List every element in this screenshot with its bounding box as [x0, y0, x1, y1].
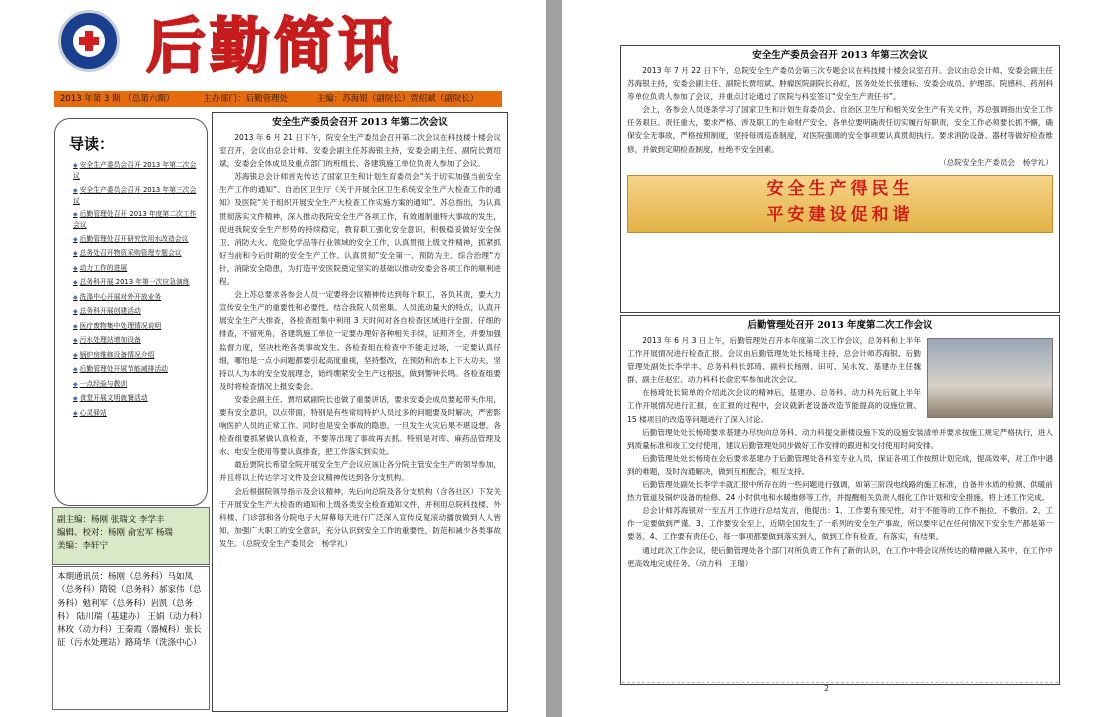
guide-item[interactable]: ◆ 污水处理站增加设备	[73, 335, 199, 346]
meeting-photo	[927, 338, 1053, 418]
guide-item[interactable]: ◆ 动力工作的进展	[73, 263, 199, 274]
article-paragraph: 通过此次工作会议，使后勤管理处各个部门对所负责工作有了新的认识，在工作中将会议所传达的精神融入其中，在工作中更高效地完成任务。（动力科 王瑞）	[627, 545, 1053, 568]
article-paragraph: 在杨琦处长简单的介绍此次会议的精神后，基建办、总务科、动力科先后就上半年工作开展情况进行汇报，在汇报的过程中，会议就新老设备改造节能提高的设施位置、15 楼项目的改造等问题进行了深入讨论。	[627, 388, 921, 424]
article-title: 后勤管理处召开 2013 年度第二次工作会议	[747, 320, 933, 331]
masthead	[58, 10, 528, 92]
proofreaders: 编辑、校对：杨刚 俞宏军 杨瑞	[57, 528, 173, 538]
banner-line-2: 平安建设促和谐	[766, 204, 914, 225]
safety-banner	[627, 175, 1053, 233]
art-editor: 美编：李轩宁	[57, 541, 109, 551]
footer-divider	[622, 682, 1058, 683]
deputy-editors: 副主编：杨刚 张瑞文 李学丰	[57, 515, 165, 525]
article-paragraph: 2013 年 7 月 22 日下午，总院安全生产委员会第三次专题会议在科技楼十楼会议室召开。会议由总会计师、安委会副主任苏海银主持，安委会副主任、副院长贾绍斌、肿瘤医院副院长孙虹，医务处处长张建标、安委会成员、护理部、院感科、药剂科等单位负责人参加了会议，并重点讨论通过了医院与科室签订“安全生产责任书”。	[627, 66, 1053, 102]
guide-item[interactable]: ◆ 心灵驿站	[73, 408, 199, 419]
guide-item[interactable]: ◆ 锅炉房维修设备情况介绍	[73, 350, 199, 361]
article-paragraph: 会上，各参会人员逐条学习了国家卫生和计划生育委员会、自治区卫生厅和相关安全生产有关文件，苏总强调指出安全工作任务艰巨、责任重大，要求严格、涉及职工的生命财产安全，各单位要明确责任切实履行好职责，安全工作必须要长抓不懈，确保安全无事故，严格按照制度，坚持每周巡查制度，对医院强调的安全事项要认真贯彻执行。要求消防设备、器材等做好检查维修，并做到定期检查制度，杜绝不安全因素。	[627, 105, 1053, 154]
article-paragraph: 最后贾院长希望全院开展安全生产会议应该让各分院主管安全生产的领导参加，并且将以上传达学习文件及会议精神传达到各分支机构。	[219, 460, 501, 483]
article-safety-meeting-3	[620, 45, 1060, 313]
article-paragraph: 后勤管理处处长杨琦要求基建办尽快向总务科、动力科提交新楼设施下发的设施安装清单并要求按施工规定严格执行，进入到质量标准和竣工交付使用，建议后勤管理处同步做好工作安排的跟进和交付使用时间安排。	[627, 427, 1053, 450]
guide-item[interactable]: ◆ 总务科开展创建活动	[73, 306, 199, 317]
guide-item[interactable]: ◆ 一点经验与教训	[73, 379, 199, 390]
guide-item[interactable]: ◆ 洗涤中心开展对外开放业务	[73, 292, 199, 303]
article-paragraph: 后勤管理处副处长李学丰就汇报中所存在的一些问题进行强调，如第三阶段电线路的施工标准，自备井水质的检测、供暖前热力管道及锅炉设备的检修、24 小时供电和水暖维修等工作，并提醒相关负责人细化工作计划和安全措施，将上述工作完成。	[627, 480, 1053, 503]
banner-line-1: 安全生产得民生	[766, 178, 914, 199]
page-one	[0, 0, 546, 717]
article-paragraph: 安委会副主任、贾绍斌副院长也做了重要讲话，要求安委会成员要起带头作用，要有安全意识，以点带面，特别是有些常局特护人员过多的问题要及时解决，严密影响医护人员的正常工作。同时也是安全事故的隐患，一旦发生火灾后果不堪设想。各检查组要抓紧做认真检查，不要等出现了事故再去抓。特别是对库、麻药品管理及水、电安全使用等要认真排查，把工作落实到实处。	[219, 394, 501, 457]
article-paragraph: 2013 年 6 月 3 日上午，后勤管理处召开本年度第二次工作会议，总务科和上半年工作开展情况进行检查汇报。会议由后勤管理处处长杨琦主持，总会计师苏海银、后勤管理处副处长李学丰、总务科科长郭琦、副科长杨刚、田可、吴永发、基建办主任魏群、副主任赵宏、动力科科长俞宏军参加此次会议。	[627, 336, 921, 385]
newsletter-title: 后勤简讯	[146, 12, 402, 82]
page-two	[562, 0, 1108, 717]
article-paragraph: 总会计师苏海银对一至五月工作进行总结发言，他提出：1、工作要有预见性，对于不能等的工作不拖拉、不敷衍。2、工作一定要做到严谨。3、工作要安全至上，近期全国发生了一系列的安全生产事故，所以要牢记在任何情况下安全生产都是第一要务。4、工作要有责任心，每一事项都要做到落实到人，做到工作有检查，有落实，有结果。	[627, 506, 1053, 542]
guide-item[interactable]: ◆ 总务科开展 2013 年第一次应急演练	[73, 277, 199, 288]
article-paragraph: 后勤管理处处长杨琦在会后要求基建办于后勤管理处各科室专业人员，保证各项工作按照计划完成，提高效率，对工作中遇到的难题，及时沟通解决，做到互相配合，相互支持。	[627, 453, 1053, 476]
article-safety-meeting-2	[212, 112, 508, 712]
guide-box	[54, 118, 208, 506]
guide-item[interactable]: ◆ 安全生产委员会召开 2013 年第二次会议	[73, 160, 199, 181]
hospital-logo	[58, 10, 120, 72]
guide-item[interactable]: ◆ 食堂开展文明就餐活动	[73, 393, 199, 404]
guide-item[interactable]: ◆ 医疗废物集中处理情况说明	[73, 321, 199, 332]
article-paragraph: （总院安全生产委员会 杨学礼）	[939, 157, 1053, 167]
guide-item[interactable]: ◆ 后勤管理处开展节能减排活动	[73, 364, 199, 375]
page-number: 2	[824, 684, 830, 693]
article-paragraph: 会后根据院领导指示及会议精神，先后向总院及各分支机构（含各社区）下发关于开展安全生产大检查的通知和上级各类安全检查通知文件，并利用总院科技楼、外科楼、门诊部和各分院电子大屏幕每天进行广泛深入宣传反复滚动播放做到人人皆知，加强广大职工的安全意识，充分认识到安全工作的重要性，防范和减少各类事故发生。（总院安全生产委员会 杨学礼）	[219, 486, 501, 548]
article-logistics-meeting	[620, 315, 1060, 685]
issue-info-bar	[54, 91, 502, 107]
credits-box	[52, 507, 210, 565]
guide-heading: 导读：	[69, 135, 115, 153]
guide-list	[55, 160, 207, 419]
issue-number: 2013 年第 3 期 （总第六期）	[60, 94, 175, 104]
guide-item[interactable]: ◆ 安全生产委员会召开 2013 年第三次会议	[73, 185, 199, 206]
article-paragraph: 苏海银总会计师首先传达了国家卫生和计划生育委员会“关于切实加强当前安全生产工作的通知”、自治区卫生厅《关于开展全区卫生系统安全生产大检查工作的通知》及医院“关于组织开展安全生产大检查工作实施方案的通知”。苏总指出，为认真贯彻落实文件精神，深入推动我院安全生产各项工作，有效遏制重特大事故的发生，促进我院安全生产形势的持续稳定，教育职工强化安全意识，积极稳妥做好安全保卫、消防大火、危险化学品等行业领域的安全工作，认真贯彻上级文件精神，抓紧抓好当前和今后时期的安全生产工作。认真贯彻“安全第一、预防为主、综合治理”方针，消除安全隐患，为打造平安医院奠定坚实的基础以推动安委会各项工作的顺利进程。	[219, 172, 501, 287]
article-title: 安全生产委员会召开 2013 年第三次会议	[752, 50, 928, 61]
guide-item[interactable]: ◆ 后勤管理处召开研究饮用水改造会议	[73, 234, 199, 245]
article-title: 安全生产委员会召开 2013 年第二次会议	[272, 117, 448, 128]
article-paragraph: 2013 年 6 月 21 日下午，院安全生产委员会召开第二次会议在科技楼十楼会议室召开，会议由总会计师、安委会副主任苏海银主持，安委会副主任、副院长贾绍斌，安委会全体成员及重点部门的班组长、各建筑施工单位负责人参加了会议。	[219, 133, 501, 169]
article-paragraph: 会上苏总要求各参会人员一定要将会议精神传达到每个职工，各负其责，要大力宣传安全生产的重要性和必要性。结合我院人员密集、人员流动量大的特点，认真开展安全生产大排查，各检查组集中利用 3 天时间对各自检查区域进行全面、仔细的排查，不留死角，各建筑施工单位一定要办理好各种相关手续，证照齐全，并要加强监督力度，坚决杜绝各类事故发生。各检查组在检查中不能走过场，一定要认真仔细，哪怕是一点小问题都要引起高度重视，坚持整改，在预防和治本上下大功夫，坚持以人为本的安全发展理念，始终绷紧安全生产这根弦，做到警钟长鸣。各检查组要及时将检查情况上报安委会。	[219, 290, 501, 391]
guide-item[interactable]: ◆ 后勤管理处召开 2013 年度第二次工作会议	[73, 209, 199, 230]
host-department: 主办部门：后勤管理处	[203, 94, 289, 104]
correspondents-text: 本期通讯员：杨刚（总务科）马如凤（总务科）隋锐（总务科）郝家伟（总务科）勉利军（总务科）岩凯（总务科） 陆川瑞（基建办） 王娟（动力科）林玫（动力科）王秦霞（器械科）张长征（污水处理站）路琦华（洗涤中心）	[57, 572, 203, 649]
chief-editors: 主编：苏海银（副院长）贾绍斌（副院长）	[316, 94, 479, 104]
correspondents-box	[52, 566, 210, 710]
guide-item[interactable]: ◆ 总务处召开物资采购管理专题会议	[73, 248, 199, 259]
